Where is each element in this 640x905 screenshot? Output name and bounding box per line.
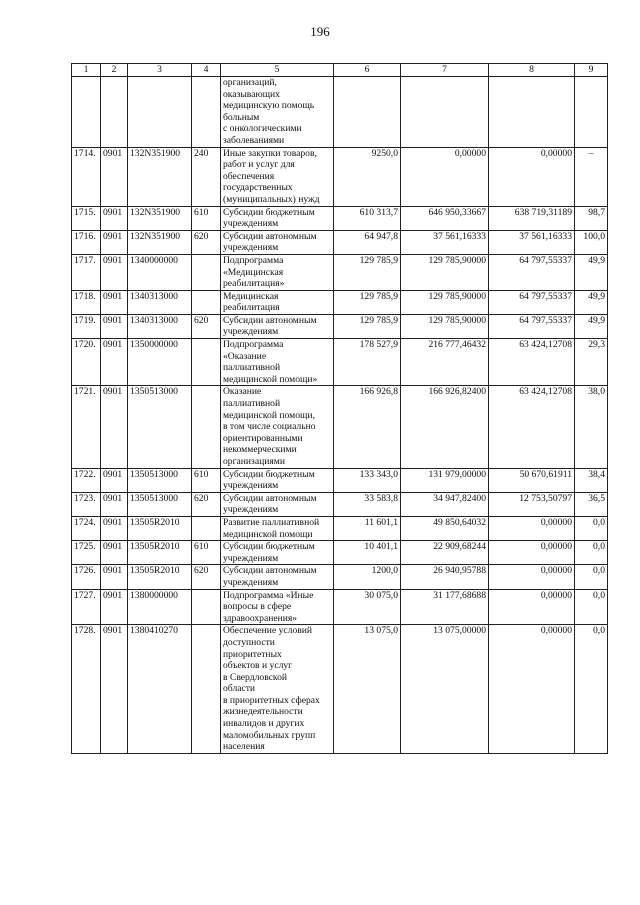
percent-cell: 38,0	[575, 386, 608, 468]
expense-kind-cell: 610	[192, 541, 221, 565]
percent-cell: 38,4	[575, 468, 608, 492]
expense-kind-cell: 610	[192, 468, 221, 492]
approved-amount-cell: 216 777,46432	[401, 339, 489, 386]
expense-kind-cell: 240	[192, 147, 221, 206]
table-row	[72, 230, 608, 254]
target-code-cell: 1350513000	[128, 492, 192, 516]
row-number-cell: 1722.	[72, 468, 101, 492]
target-code-cell	[128, 77, 192, 148]
row-number-cell: 1721.	[72, 386, 101, 468]
section-code-cell: 0901	[101, 230, 128, 254]
header-row	[72, 64, 608, 77]
expense-kind-cell: 620	[192, 314, 221, 338]
row-number-cell: 1715.	[72, 206, 101, 230]
target-code-cell: 13505R2010	[128, 541, 192, 565]
target-code-cell: 1340000000	[128, 254, 192, 290]
executed-amount-cell: 0,00000	[489, 147, 575, 206]
plan-amount-cell: 166 926,8	[334, 386, 401, 468]
section-code-cell: 0901	[101, 516, 128, 540]
plan-amount-cell: 129 785,9	[334, 290, 401, 314]
approved-amount-cell: 131 979,00000	[401, 468, 489, 492]
table-row	[72, 468, 608, 492]
section-code-cell	[101, 77, 128, 148]
percent-cell: 0,0	[575, 565, 608, 589]
approved-amount-cell: 0,00000	[401, 147, 489, 206]
target-code-cell: 1380000000	[128, 589, 192, 625]
section-code-cell: 0901	[101, 254, 128, 290]
approved-amount-cell: 37 561,16333	[401, 230, 489, 254]
plan-amount-cell: 10 401,1	[334, 541, 401, 565]
row-number-cell: 1716.	[72, 230, 101, 254]
plan-amount-cell: 33 583,8	[334, 492, 401, 516]
expense-kind-cell	[192, 254, 221, 290]
section-code-cell: 0901	[101, 492, 128, 516]
section-code-cell: 0901	[101, 468, 128, 492]
approved-amount-cell: 646 950,33667	[401, 206, 489, 230]
row-number-cell: 1726.	[72, 565, 101, 589]
section-code-cell: 0901	[101, 206, 128, 230]
table-row	[72, 290, 608, 314]
plan-amount-cell: 9250,0	[334, 147, 401, 206]
target-code-cell: 1340313000	[128, 290, 192, 314]
percent-cell: 0,0	[575, 516, 608, 540]
percent-cell: 49,9	[575, 314, 608, 338]
header-cell: 4	[192, 64, 221, 77]
item-name-cell: организаций, оказывающих медицинскую помощь больным с онкологическими заболеваниями	[221, 77, 334, 148]
table-row	[72, 314, 608, 338]
row-number-cell: 1728.	[72, 625, 101, 754]
expense-kind-cell	[192, 516, 221, 540]
item-name-cell: Субсидии автономным учреждениям	[221, 492, 334, 516]
section-code-cell: 0901	[101, 565, 128, 589]
item-name-cell: Субсидии бюджетным учреждениям	[221, 468, 334, 492]
executed-amount-cell: 0,00000	[489, 625, 575, 754]
plan-amount-cell: 30 075,0	[334, 589, 401, 625]
approved-amount-cell: 49 850,64032	[401, 516, 489, 540]
table-row	[72, 565, 608, 589]
section-code-cell: 0901	[101, 589, 128, 625]
item-name-cell: Оказание паллиативной медицинской помощи, в том числе социально ориентированными некоммерческими организациями	[221, 386, 334, 468]
approved-amount-cell: 166 926,82400	[401, 386, 489, 468]
item-name-cell: Подпрограмма «Иные вопросы в сфере здравоохранения»	[221, 589, 334, 625]
item-name-cell: Подпрограмма «Медицинская реабилитация»	[221, 254, 334, 290]
percent-cell: 49,9	[575, 254, 608, 290]
plan-amount-cell	[334, 77, 401, 148]
percent-cell: 0,0	[575, 589, 608, 625]
row-number-cell: 1717.	[72, 254, 101, 290]
percent-cell: 49,9	[575, 290, 608, 314]
percent-cell: 36,5	[575, 492, 608, 516]
row-number-cell: 1714.	[72, 147, 101, 206]
section-code-cell: 0901	[101, 386, 128, 468]
table-row	[72, 541, 608, 565]
percent-cell: 98,7	[575, 206, 608, 230]
table-row	[72, 77, 608, 148]
expense-kind-cell	[192, 290, 221, 314]
item-name-cell: Субсидии автономным учреждениям	[221, 314, 334, 338]
approved-amount-cell: 34 947,82400	[401, 492, 489, 516]
target-code-cell: 13505R2010	[128, 565, 192, 589]
header-cell: 3	[128, 64, 192, 77]
expense-kind-cell	[192, 625, 221, 754]
header-cell: 2	[101, 64, 128, 77]
percent-cell: 0,0	[575, 625, 608, 754]
approved-amount-cell: 129 785,90000	[401, 254, 489, 290]
section-code-cell: 0901	[101, 541, 128, 565]
target-code-cell: 1350000000	[128, 339, 192, 386]
approved-amount-cell: 31 177,68688	[401, 589, 489, 625]
row-number-cell: 1727.	[72, 589, 101, 625]
section-code-cell: 0901	[101, 625, 128, 754]
row-number-cell: 1723.	[72, 492, 101, 516]
expense-kind-cell: 610	[192, 206, 221, 230]
target-code-cell: 1350513000	[128, 468, 192, 492]
section-code-cell: 0901	[101, 314, 128, 338]
table-row	[72, 254, 608, 290]
item-name-cell: Субсидии автономным учреждениям	[221, 230, 334, 254]
table-row	[72, 386, 608, 468]
executed-amount-cell: 638 719,31189	[489, 206, 575, 230]
row-number-cell: 1718.	[72, 290, 101, 314]
expense-kind-cell	[192, 589, 221, 625]
expense-kind-cell	[192, 339, 221, 386]
approved-amount-cell	[401, 77, 489, 148]
plan-amount-cell: 133 343,0	[334, 468, 401, 492]
percent-cell	[575, 77, 608, 148]
approved-amount-cell: 129 785,90000	[401, 290, 489, 314]
percent-cell: –	[575, 147, 608, 206]
table-row	[72, 516, 608, 540]
approved-amount-cell: 26 940,95788	[401, 565, 489, 589]
table-row	[72, 492, 608, 516]
target-code-cell: 1350513000	[128, 386, 192, 468]
table-row	[72, 206, 608, 230]
plan-amount-cell: 610 313,7	[334, 206, 401, 230]
table-row	[72, 339, 608, 386]
plan-amount-cell: 13 075,0	[334, 625, 401, 754]
executed-amount-cell: 63 424,12708	[489, 339, 575, 386]
target-code-cell: 132N351900	[128, 147, 192, 206]
approved-amount-cell: 22 909,68244	[401, 541, 489, 565]
executed-amount-cell: 64 797,55337	[489, 290, 575, 314]
row-number-cell: 1719.	[72, 314, 101, 338]
approved-amount-cell: 129 785,90000	[401, 314, 489, 338]
executed-amount-cell: 12 753,50797	[489, 492, 575, 516]
executed-amount-cell: 64 797,55337	[489, 314, 575, 338]
expense-kind-cell: 620	[192, 565, 221, 589]
target-code-cell: 1340313000	[128, 314, 192, 338]
approved-amount-cell: 13 075,00000	[401, 625, 489, 754]
item-name-cell: Подпрограмма «Оказание паллиативной медицинской помощи»	[221, 339, 334, 386]
plan-amount-cell: 11 601,1	[334, 516, 401, 540]
header-cell: 1	[72, 64, 101, 77]
header-cell: 7	[401, 64, 489, 77]
target-code-cell: 132N351900	[128, 230, 192, 254]
target-code-cell: 132N351900	[128, 206, 192, 230]
target-code-cell: 1380410270	[128, 625, 192, 754]
row-number-cell: 1725.	[72, 541, 101, 565]
section-code-cell: 0901	[101, 339, 128, 386]
header-cell: 9	[575, 64, 608, 77]
row-number-cell: 1720.	[72, 339, 101, 386]
item-name-cell: Обеспечение условий доступности приоритетных объектов и услуг в Свердловской области в приоритетных сферах жизнедеятельности инвалидов и других маломобильных групп населения	[221, 625, 334, 754]
section-code-cell: 0901	[101, 147, 128, 206]
executed-amount-cell	[489, 77, 575, 148]
item-name-cell: Иные закупки товаров, работ и услуг для обеспечения государственных (муниципальных) нужд	[221, 147, 334, 206]
item-name-cell: Субсидии бюджетным учреждениям	[221, 206, 334, 230]
budget-table	[71, 63, 608, 754]
plan-amount-cell: 129 785,9	[334, 254, 401, 290]
plan-amount-cell: 1200,0	[334, 565, 401, 589]
item-name-cell: Субсидии бюджетным учреждениям	[221, 541, 334, 565]
item-name-cell: Медицинская реабилитация	[221, 290, 334, 314]
target-code-cell: 13505R2010	[128, 516, 192, 540]
executed-amount-cell: 0,00000	[489, 589, 575, 625]
percent-cell: 29,3	[575, 339, 608, 386]
percent-cell: 0,0	[575, 541, 608, 565]
executed-amount-cell: 37 561,16333	[489, 230, 575, 254]
percent-cell: 100,0	[575, 230, 608, 254]
table-body	[72, 77, 608, 754]
header-cell: 5	[221, 64, 334, 77]
plan-amount-cell: 64 947,8	[334, 230, 401, 254]
executed-amount-cell: 0,00000	[489, 565, 575, 589]
executed-amount-cell: 50 670,61911	[489, 468, 575, 492]
expense-kind-cell	[192, 77, 221, 148]
table-row	[72, 589, 608, 625]
executed-amount-cell: 0,00000	[489, 541, 575, 565]
row-number-cell: 1724.	[72, 516, 101, 540]
page-number: 196	[310, 24, 330, 39]
executed-amount-cell: 0,00000	[489, 516, 575, 540]
expense-kind-cell	[192, 386, 221, 468]
expense-kind-cell: 620	[192, 230, 221, 254]
header-cell: 8	[489, 64, 575, 77]
item-name-cell: Субсидии автономным учреждениям	[221, 565, 334, 589]
item-name-cell: Развитие паллиативной медицинской помощи	[221, 516, 334, 540]
plan-amount-cell: 129 785,9	[334, 314, 401, 338]
table-row	[72, 147, 608, 206]
section-code-cell: 0901	[101, 290, 128, 314]
header-cell: 6	[334, 64, 401, 77]
row-number-cell	[72, 77, 101, 148]
executed-amount-cell: 63 424,12708	[489, 386, 575, 468]
plan-amount-cell: 178 527,9	[334, 339, 401, 386]
executed-amount-cell: 64 797,55337	[489, 254, 575, 290]
expense-kind-cell: 620	[192, 492, 221, 516]
table-row	[72, 625, 608, 754]
